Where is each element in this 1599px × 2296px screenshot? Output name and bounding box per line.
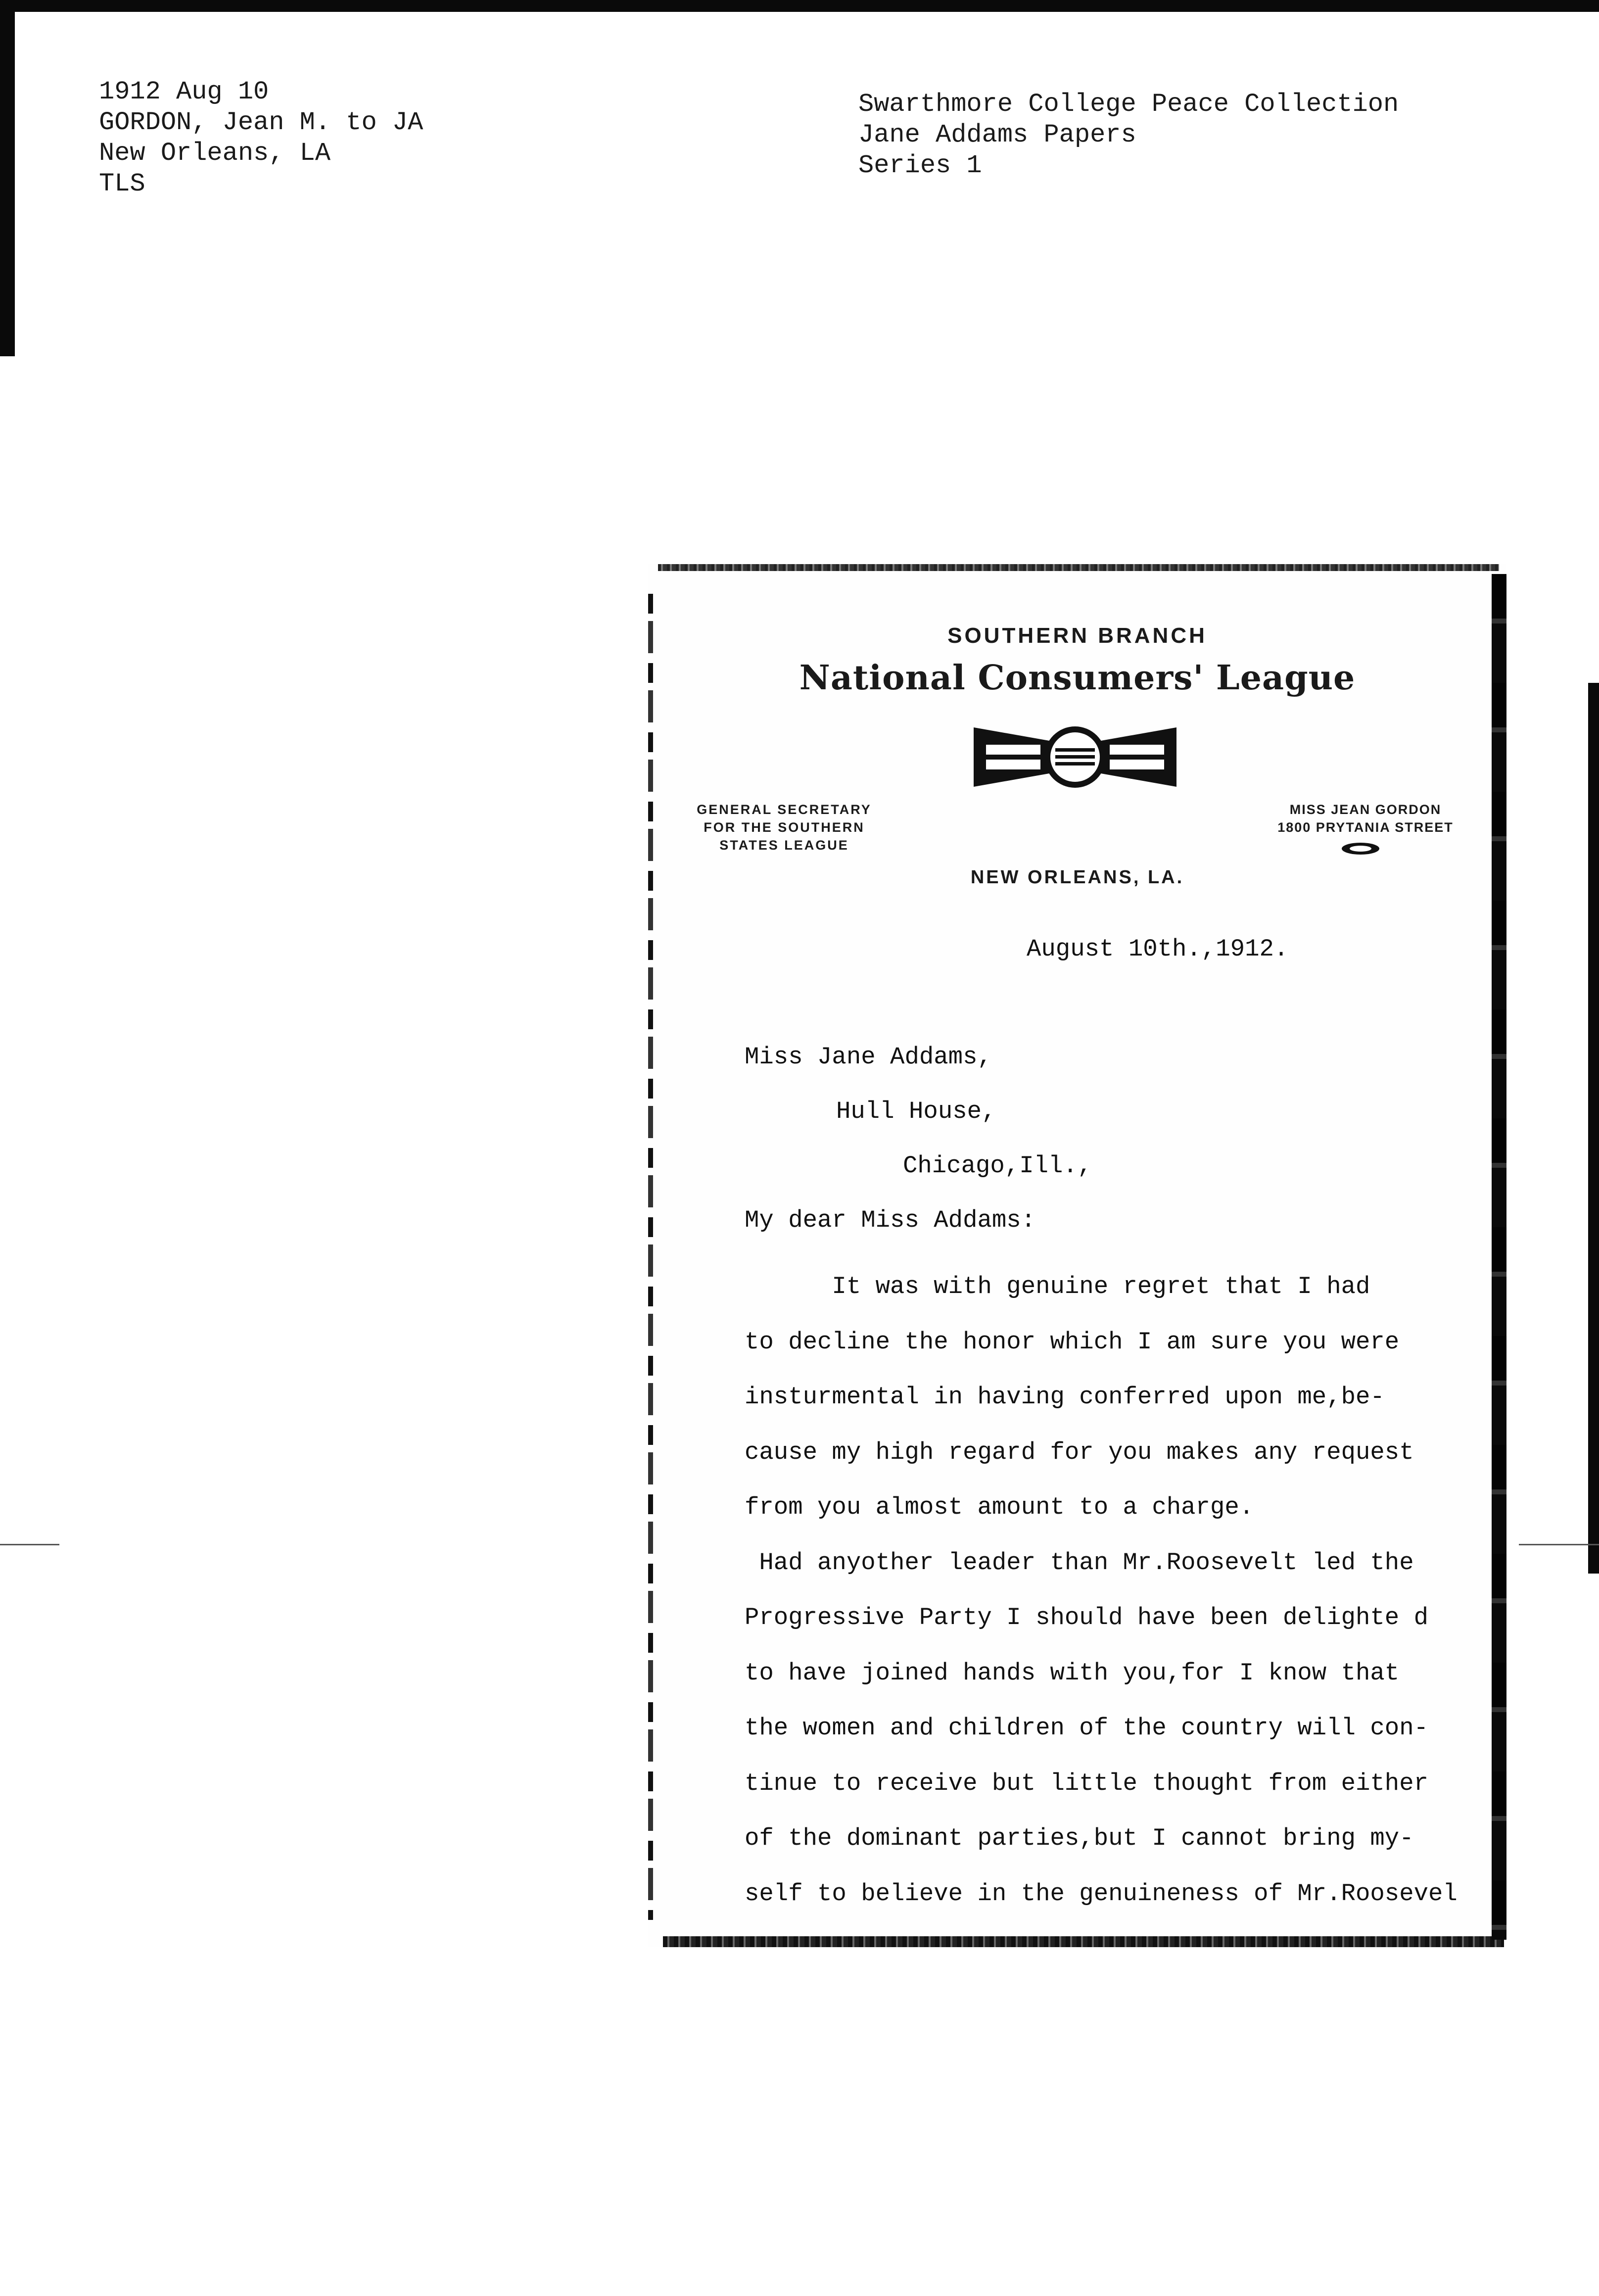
body-line: self to believe in the genuineness of Mr.Roosevel [745,1879,1458,1908]
body-line: Progressive Party I should have been delighte d [745,1604,1429,1631]
letterhead-sender-address: MISS JEAN GORDON 1800 PRYTANIA STREET [1277,802,1454,835]
consumers-league-label-logo-icon [971,722,1179,792]
collection-series: Series 1 [858,151,982,180]
letter-edge-right [1492,574,1506,1940]
body-line: to have joined hands with you,for I know that [745,1659,1400,1687]
letterhead-city: NEW ORLEANS, LA. [970,867,1184,888]
body-line: the women and children of the country will con- [745,1714,1429,1742]
recipient-name: Miss Jane Addams, [745,1043,992,1071]
body-line: tinue to receive but little thought from either [745,1769,1429,1797]
letterhead-branch: SOUTHERN BRANCH [947,623,1207,648]
scanned-letter [648,564,1506,1947]
collection-label [858,89,1399,181]
small-label-emblem-icon [1341,841,1380,856]
body-line: cause my high regard for you makes any request [745,1438,1414,1466]
letter-edge-left [648,594,653,1920]
scan-top-border [0,0,1599,12]
archival-citation [99,77,423,199]
citation-date: 1912 Aug 10 [99,77,269,106]
citation-type: TLS [99,169,145,198]
letter-salutation: My dear Miss Addams: [745,1206,1036,1234]
recipient-street: Hull House, [836,1098,996,1125]
letter-body [745,1259,1482,1921]
body-line: of the dominant parties,but I cannot bring my- [745,1824,1414,1852]
body-line: insturmental in having conferred upon me,be- [745,1383,1385,1411]
letter-edge-bottom [663,1936,1504,1947]
body-line: It was with genuine regret that I had [745,1273,1370,1300]
letter-date: August 10th.,1912. [1027,935,1289,963]
scan-artifact-line [1519,1544,1599,1545]
scan-artifact-line [0,1544,59,1545]
letterhead-organization: National Consumers' League [799,658,1356,698]
scan-right-border [1588,683,1599,1574]
collection-name: Swarthmore College Peace Collection [858,90,1399,119]
body-line: to decline the honor which I am sure you were [745,1328,1400,1356]
citation-correspondents: GORDON, Jean M. to JA [99,108,423,137]
recipient-city: Chicago,Ill., [903,1152,1092,1180]
letter-edge-top [658,564,1499,571]
letterhead-secretary-title: GENERAL SECRETARY FOR THE SOUTHERN STATES LEAGUE [697,802,872,853]
scan-left-border [0,0,15,356]
citation-place: New Orleans, LA [99,139,331,168]
collection-papers: Jane Addams Papers [858,120,1136,149]
body-line: from you almost amount to a charge. [745,1493,1254,1521]
body-line: Had anyother leader than Mr.Roosevelt led the [745,1548,1414,1577]
